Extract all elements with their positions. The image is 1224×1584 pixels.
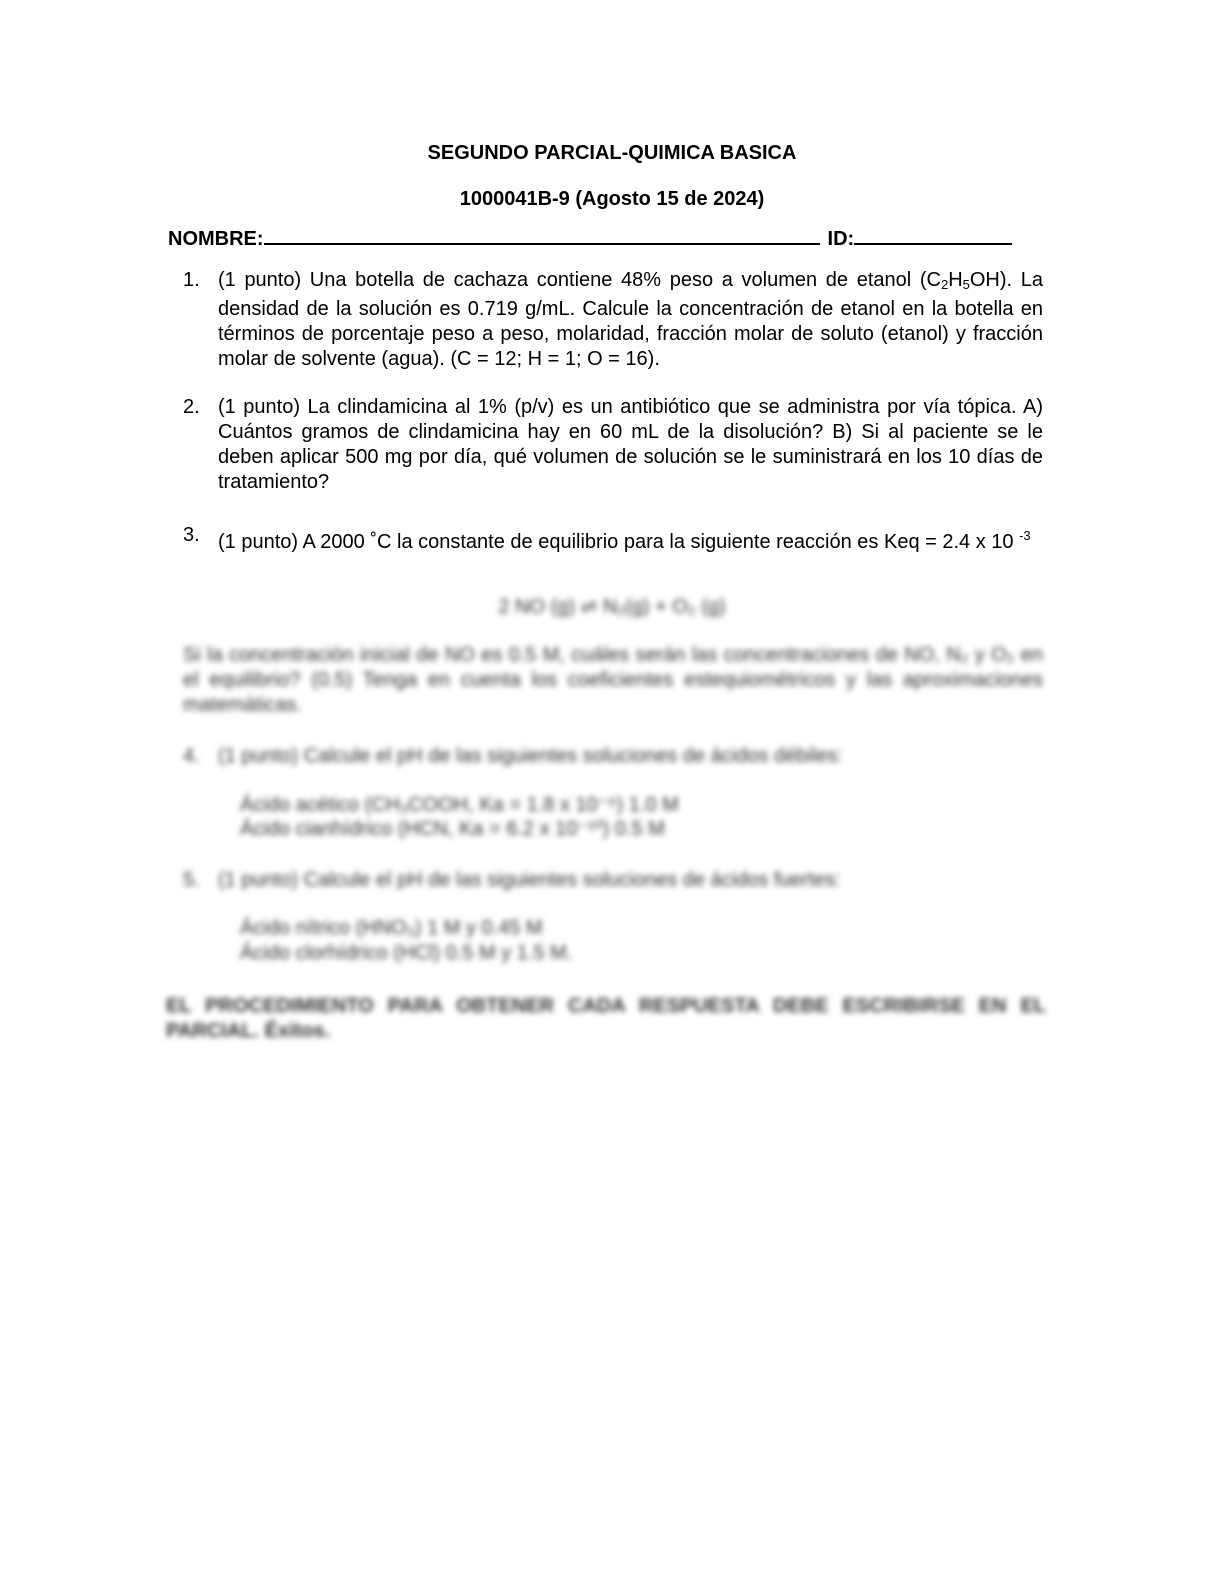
question-5 [183,868,1043,893]
question-text: (1 punto) Calcule el pH de las siguientes soluciones de ácidos débiles: [218,745,843,767]
question-5-item: Ácido clorhídrico (HCl) 0.5 M y 1.5 M. [240,942,573,964]
question-5-item: Ácido nítrico (HNO₃) 1 M y 0.45 M [240,917,543,939]
question-number: 1. [183,269,200,291]
name-blank [264,225,820,245]
question-3-continued: Si la concentración inicial de NO es 0.5 M, cuáles serán las concentraciones de NO, N₂ y O₂ en el equilibrio? (0.5) Tenga en cuenta los coeficientes estequiométricos y las aproximaciones matemáticas. [183,644,1043,716]
question-2 [183,395,1043,495]
question-text: (1 punto) A 2000 ˚C la constante de equilibrio para la siguiente reacción es Keq = 2.4 x 10 $^{-3}$ [218,528,1031,553]
question-1 [183,268,1043,372]
question-text: (1 punto) La clindamicina al 1% (p/v) es un antibiótico que se administra por vía tópica. A) Cuántos gramos de clindamicina hay en 60 mL de la disolución? B) Si al paciente se le deben aplicar 500 mg por día, qué volumen de solución se le suministrará en los 10 días de tratamiento? [218,396,1043,493]
footer-note: EL PROCEDIMIENTO PARA OBTENER CADA RESPUESTA DEBE ESCRIBIRSE EN EL PARCIAL. Éxitos. [166,995,1046,1042]
question-number: 4. [183,745,200,767]
question-number: 3. [183,524,200,546]
question-number: 5. [183,869,200,891]
id-blank [854,225,1012,245]
name-id-row [168,225,1028,251]
reaction-equation: 2 NO (g) ⇌ N₂(g) + O₂ (g) [498,596,726,618]
exam-title: SEGUNDO PARCIAL-QUIMICA BASICA [427,142,797,164]
question-4 [183,744,1043,769]
question-text: (1 punto) Una botella de cachaza contiene 48% peso a volumen de etanol $(C_2H_5OH)$. La densidad de la solución es 0.719 g/mL. Calcule la concentración de etanol en la botella en términos de porcentaje peso a peso, molaridad, fracción molar de soluto (etanol) y fracción molar de solvente (agua). (C = 12; H = 1; O = 16). [218,269,1043,370]
question-number: 2. [183,396,200,418]
question-3 [183,523,1043,555]
question-4-item: Ácido acético (CH₃COOH, Ka = 1.8 x 10⁻⁵) 1.0 M [240,794,679,816]
exam-subtitle: 1000041B-9 (Agosto 15 de 2024) [459,188,765,210]
id-label: ID: [827,228,855,250]
question-4-item: Ácido cianhídrico (HCN, Ka = 6.2 x 10⁻¹⁰) 0.5 M [240,818,665,840]
question-text: (1 punto) Calcule el pH de las siguientes soluciones de ácidos fuertes: [218,869,841,891]
name-label: NOMBRE: [168,228,264,250]
